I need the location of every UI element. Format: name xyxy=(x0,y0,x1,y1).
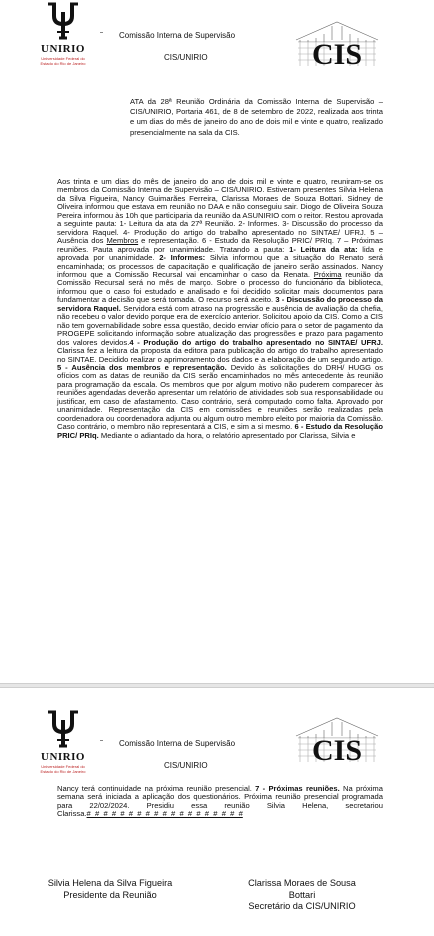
cis-logo-text: CIS xyxy=(311,734,363,764)
minutes-paragraph: Aos trinta e um dias do mês de janeiro do ano de dois mil e vinte e quatro, reuniram-se os membros da Comissão Interna de Supervisão – CIS/UNIRIO. Estiveram presentes Silvia Helena da Silva Figueira, Nancy Guimarães Ferreira, Clarissa Moraes de Souza Bottari. Sidney de Oliveira informou que estava em reunião no DAA e não conseguiu sair. Diogo de Oliveira Souza Pereira informou às 10h que participaria da reunião da ASUNIRIO com o reitor. Restou aprovada a seguinte pauta: 1- Leitura da ata da 27ª Reunião. 2- Informes. 3- Discussão do processo da servidora Raquel. 4- Produção do artigo do trabalho apresentado no SINTAE/ UFRJ. 5 – Ausência dos Membros e representação. 6 - Estudo da Resolução PRIC/ PRIq. 7 – Próximas reuniões. Pauta aprovada por unanimidade. Tratando a pauta: 1- Leitura da ata: lida e aprovada por unanimidade. 2- Informes: Silvia informou que a situação do Renato será encaminhada; os processos de capacitação e qualificação de janeiro serão assinados. Nancy informou que a Comissão Recursal vai encaminhar o caso da Renata. Próxima reunião da Comissão Recursal será no mês de março. Sobre o processo do funcionário da biblioteca, informou que o caso foi estudado e analisado e foi decidido solicitar mais documentos para fundamentar a decisão que será tomada. O recurso será aceito. 3 - Discussão do processo da servidora Raquel. Servidora está com atraso na progressão e ausência de avaliação da chefia, não recebeu o valor devido porque era de exercício anterior. Solicitou apoio da CIS. Como a CIS não tem governabilidade sobre essa questão, decido enviar ofício para o setor de pagamento da PROGEPE solicitando informação sobre atualização das progressões e prazo para pagamento dos valores devidos.4 - Produção do artigo do trabalho apresentado no SINTAE/ UFRJ. Clarissa fez a leitura da proposta da editora para publicação do artigo do trabalho apresentado no SINTAE. Decidido realizar o aprimoramento dos dados e a elaboração de um segundo artigo. 5 - Ausência dos membros e representação. Devido às solicitações do DRH/ HUGG os ofícios com as datas de reunião da CIS serão encaminhados no mês antecedente às reunião para programação da escala. Os membros que por algum motivo não puderem comparecer às reuniões agendadas deverão apresentar um relatório de atividades sob sua responsabilidade ou justificar, em caso de afastamento. Caso contrário, será computado como falta. Aprovado por unanimidade. Representação da CIS em comissões e reuniões serão realizadas pela coordenadora ou coordenadora adjunta ou algum outro membro eleito por maioria da Comissão. Caso contrário, o membro não representará a CIS, e sim a si mesmo. 6 - Estudo da Resolução PRIC/ PRIq. Mediante o adiantado da hora, o relatório apresentado por Clarissa, Silvia e xyxy=(57,177,384,440)
signature-left xyxy=(30,878,190,901)
org-subtitle: CIS/UNIRIO xyxy=(164,761,208,770)
cis-logo xyxy=(294,716,380,764)
signer-role: Presidente da Reunião xyxy=(63,889,157,900)
minutes-paragraph: Nancy terá continuidade na próxima reunião presencial. 7 - Próximas reuniões. Na próxima semana será iniciada a aplicação dos questionários. Próxima reunião presencial programada para 22/02/2024. Presidiu essa reunião Silvia Helena, secretariou Clarissa.#_#_#_#_#_#_#_#_#_#_#_#_#_#_#_#_#_#_# xyxy=(57,784,383,819)
signer-name: Silvia Helena da Silva Figueira xyxy=(47,878,173,888)
org-title: Comissão Interna de Supervisão xyxy=(119,739,236,748)
signature-right xyxy=(222,878,382,913)
ata-heading: ATA da 28ª Reunião Ordinária da Comissão Interna de Supervisão – CIS/UNIRIO, Portaria 461, de 8 de setembro de 2022, realizada aos trinta e um dias do mês de janeiro do ano de dois mil e vinte e quatro, realizado presencialmente na sala da CIS. xyxy=(130,97,383,137)
header-dash xyxy=(100,32,103,33)
org-title: Comissão Interna de Supervisão xyxy=(119,31,236,40)
cis-logo xyxy=(294,20,380,68)
minutes-body-page-1 xyxy=(57,178,383,440)
signer-role: Secretário da CIS/UNIRIO xyxy=(248,901,356,911)
minutes-body-page-2 xyxy=(57,785,383,819)
signer-name: Clarissa Moraes de Sousa xyxy=(248,878,356,888)
document-page-2 xyxy=(0,688,434,936)
university-subtitle: Universidade Federal do Estado do Rio de Janeiro xyxy=(40,764,86,774)
org-subtitle: CIS/UNIRIO xyxy=(164,53,208,62)
unirio-logo xyxy=(30,2,96,70)
university-subtitle: Universidade Federal do Estado do Rio de Janeiro xyxy=(40,56,86,66)
university-name: UNIRIO xyxy=(41,751,85,763)
header-dash xyxy=(100,740,103,741)
unirio-logo xyxy=(30,710,96,778)
unirio-seal-icon xyxy=(46,710,80,750)
university-name: UNIRIO xyxy=(41,43,85,55)
unirio-seal-icon xyxy=(46,2,80,42)
signer-name-cont: Bottari xyxy=(288,889,316,900)
cis-building-logo-icon xyxy=(294,716,380,764)
cis-building-logo-icon xyxy=(294,20,380,68)
cis-logo-text: CIS xyxy=(311,38,363,68)
